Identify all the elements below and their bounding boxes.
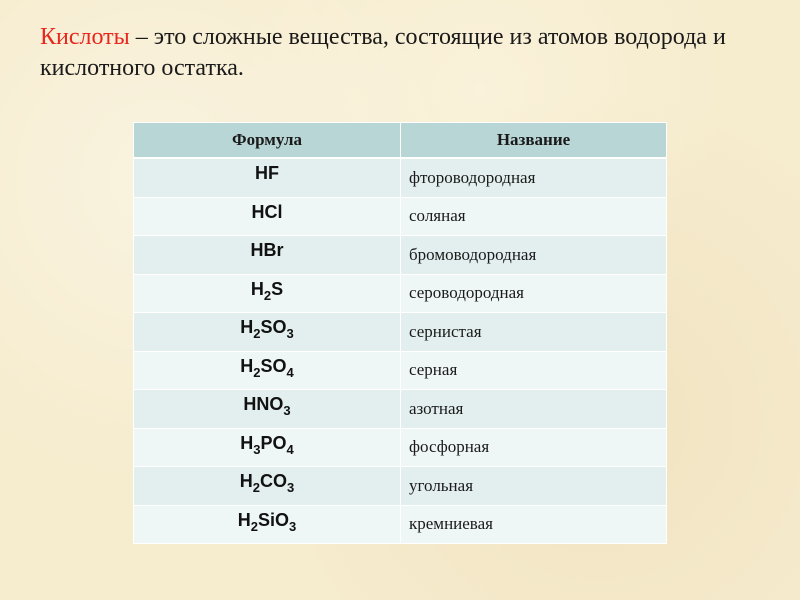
formula-subscript: 2 <box>250 518 258 534</box>
formula-cell <box>134 158 401 197</box>
formula-subscript: 3 <box>283 403 291 418</box>
formula-subscript: 3 <box>287 480 295 495</box>
name-cell: соляная <box>401 197 667 236</box>
table-row <box>134 158 667 197</box>
definition-term: Кислоты <box>40 24 130 50</box>
table-row <box>134 274 667 313</box>
formula-subscript: 2 <box>253 364 261 380</box>
formula-subscript: 4 <box>286 364 294 380</box>
formula-symbol: HNO <box>243 394 284 414</box>
table-row <box>134 390 667 429</box>
formula-cell <box>134 274 401 313</box>
formula-symbol: S <box>271 278 284 299</box>
formula-symbol: HBr <box>250 240 284 260</box>
name-cell: азотная <box>401 390 667 429</box>
formula-subscript: 2 <box>252 480 260 495</box>
formula-symbol: SO <box>260 355 287 376</box>
formula-symbol: SiO <box>257 509 289 530</box>
formula-symbol: H <box>239 471 253 491</box>
formula-cell <box>134 236 401 275</box>
formula-cell <box>134 428 401 467</box>
formula-subscript: 2 <box>253 326 261 341</box>
formula-cell <box>134 313 401 352</box>
formula-subscript: 4 <box>286 441 294 457</box>
formula-cell <box>134 467 401 506</box>
formula-cell <box>134 505 401 544</box>
formula-subscript: 3 <box>253 441 261 457</box>
table-row <box>134 313 667 352</box>
table-row <box>134 351 667 390</box>
name-cell: фтороводородная <box>401 158 667 197</box>
table-body <box>134 158 667 544</box>
acids-table-container <box>133 122 666 544</box>
formula-symbol: PO <box>260 432 287 453</box>
formula-symbol: CO <box>260 471 287 491</box>
formula-subscript: 2 <box>263 287 272 303</box>
table-row <box>134 236 667 275</box>
name-cell: серная <box>401 351 667 390</box>
table-row <box>134 467 667 506</box>
formula-subscript: 3 <box>289 518 297 534</box>
header-formula: Формула <box>134 123 401 159</box>
table-header-row <box>134 123 667 159</box>
formula-cell <box>134 390 401 429</box>
table-row <box>134 428 667 467</box>
formula-symbol: HF <box>255 163 279 183</box>
name-cell: сероводородная <box>401 274 667 313</box>
formula-symbol: H <box>240 432 254 453</box>
formula-symbol: H <box>250 278 264 299</box>
formula-symbol: H <box>237 509 251 530</box>
formula-symbol: HCl <box>251 201 283 222</box>
name-cell: бромоводородная <box>401 236 667 275</box>
formula-symbol: SO <box>260 317 287 337</box>
acid-definition <box>40 22 760 84</box>
name-cell: фосфорная <box>401 428 667 467</box>
acids-table <box>133 122 667 544</box>
formula-cell <box>134 351 401 390</box>
name-cell: кремниевая <box>401 505 667 544</box>
definition-text: – это сложные вещества, состоящие из атомов водорода и кислотного остатка. <box>40 24 726 81</box>
formula-subscript: 3 <box>286 326 294 341</box>
name-cell: сернистая <box>401 313 667 352</box>
name-cell: угольная <box>401 467 667 506</box>
header-name: Название <box>401 123 667 159</box>
table-row <box>134 197 667 236</box>
table-row <box>134 505 667 544</box>
formula-symbol: H <box>240 355 254 376</box>
formula-cell <box>134 197 401 236</box>
formula-symbol: H <box>240 317 254 337</box>
